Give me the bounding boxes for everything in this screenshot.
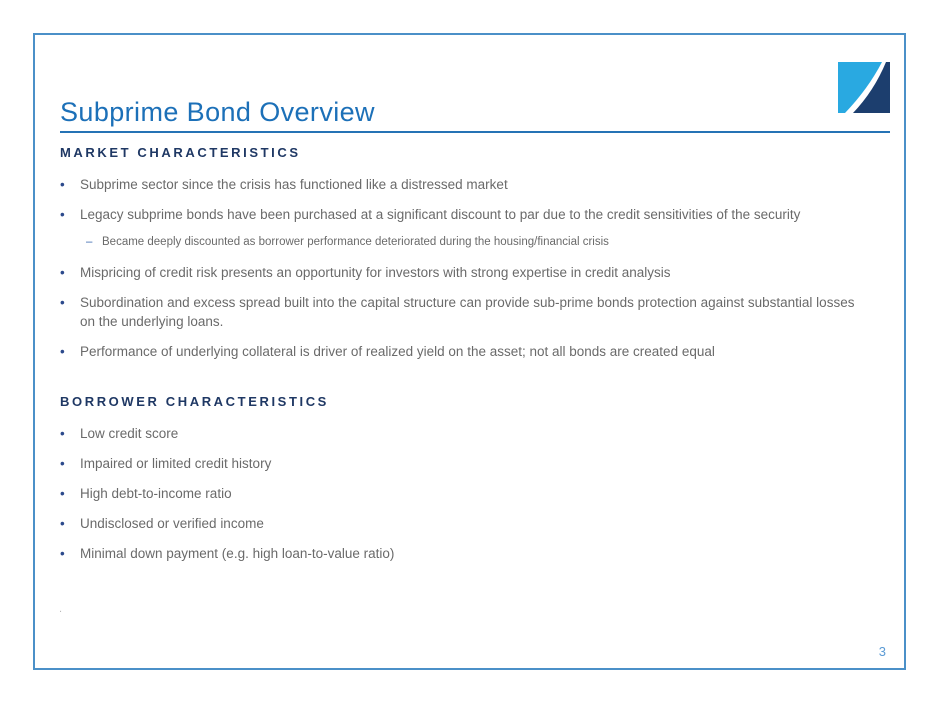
dash-marker-icon: – (86, 236, 93, 248)
bullet-list-borrower (60, 424, 890, 563)
page-number: 3 (878, 644, 886, 659)
bullet-text: Subprime sector since the crisis has functioned like a distressed market (80, 177, 508, 192)
section-heading-market: MARKET CHARACTERISTICS (60, 145, 301, 160)
bullet-text: Became deeply discounted as borrower performance deteriorated during the housing/financial crisis (102, 236, 609, 248)
bullet-item (60, 424, 890, 443)
bullet-list-market (60, 175, 890, 361)
bullet-dot-icon: • (60, 177, 65, 192)
bullet-item (60, 293, 890, 331)
bullet-text: Low credit score (80, 426, 179, 441)
bullet-dot-icon: • (60, 426, 65, 441)
bullet-dot-icon: • (60, 265, 65, 280)
sub-bullet-item (86, 235, 890, 250)
bullet-text: Legacy subprime bonds have been purchased at a significant discount to par due to the credit sensitivities of the security (80, 207, 801, 222)
bullet-text: Undisclosed or verified income (80, 516, 264, 531)
bullet-item (60, 263, 890, 282)
bullet-dot-icon: • (60, 295, 65, 310)
bullet-item (60, 454, 890, 473)
slide-body (35, 35, 904, 668)
bullet-text: Performance of underlying collateral is driver of realized yield on the asset; not all bonds are created equal (80, 344, 715, 359)
bullet-text: Mispricing of credit risk presents an opportunity for investors with strong expertise in credit analysis (80, 265, 671, 280)
bullet-text: Minimal down payment (e.g. high loan-to-value ratio) (80, 546, 395, 561)
slide-frame (33, 33, 906, 670)
section-borrower-characteristics (60, 394, 890, 563)
bullet-dot-icon: • (60, 516, 65, 531)
bullet-item (60, 342, 890, 361)
bullet-item (60, 544, 890, 563)
bullet-text: High debt-to-income ratio (80, 486, 232, 501)
bullet-item (60, 175, 890, 194)
bullet-dot-icon: • (60, 546, 65, 561)
bullet-item (60, 484, 890, 503)
bullet-dot-icon: • (60, 486, 65, 501)
stray-period-mark: . (59, 603, 63, 615)
bullet-dot-icon: • (60, 456, 65, 471)
bullet-item (60, 514, 890, 533)
bullet-dot-icon: • (60, 344, 65, 359)
bullet-item (60, 205, 890, 224)
bullet-text: Impaired or limited credit history (80, 456, 272, 471)
section-heading-borrower: BORROWER CHARACTERISTICS (60, 394, 329, 409)
slide-title: Subprime Bond Overview (60, 35, 890, 133)
bullet-text: Subordination and excess spread built into the capital structure can provide sub-prime bonds protection against substantial losses on the underlying loans. (80, 295, 855, 329)
bullet-dot-icon: • (60, 207, 65, 222)
company-logo-icon (838, 62, 890, 113)
section-market-characteristics (60, 145, 890, 361)
